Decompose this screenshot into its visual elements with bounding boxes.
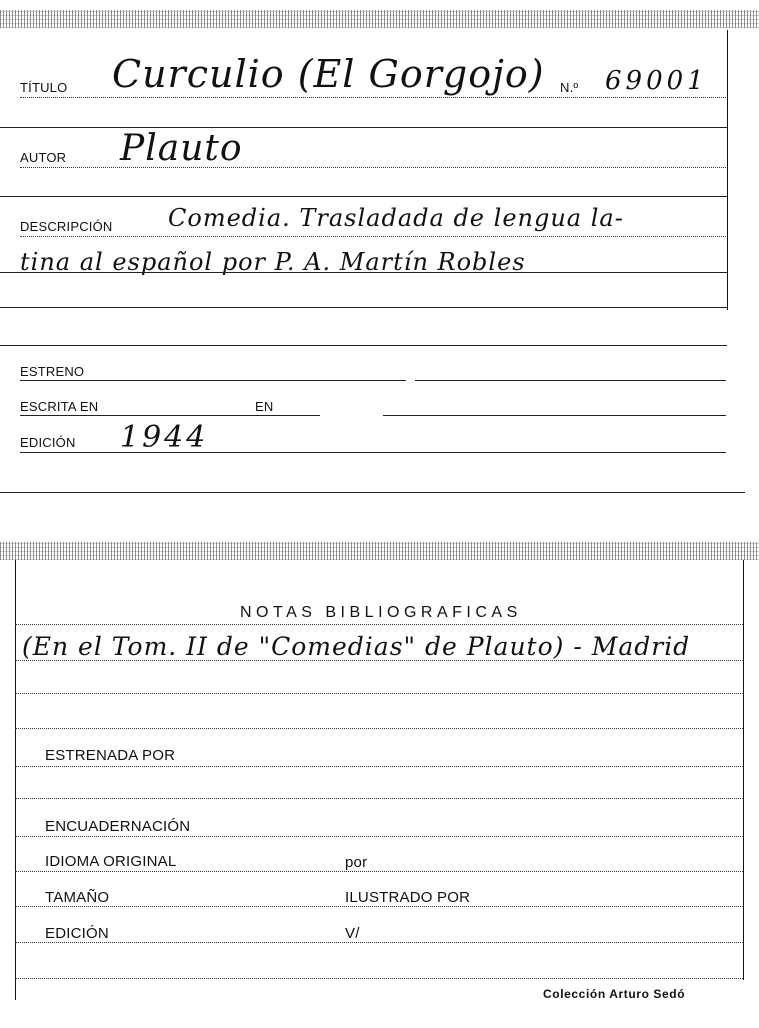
collection-footer: Colección Arturo Sedó xyxy=(543,987,686,1001)
notas-line xyxy=(15,660,743,661)
ilustrado-por-label: ILUSTRADO POR xyxy=(345,889,471,906)
titulo-label: TÍTULO xyxy=(20,80,68,95)
titulo-line xyxy=(20,97,726,98)
autor-line xyxy=(20,167,726,168)
estreno-line-2 xyxy=(415,380,726,381)
descripcion-label: DESCRIPCIÓN xyxy=(20,219,113,234)
numero-value: 69001 xyxy=(605,66,708,96)
escrita-en-label: ESCRITA EN xyxy=(20,399,99,414)
notas-heading: NOTAS BIBLIOGRAFICAS xyxy=(240,604,522,621)
rule xyxy=(0,345,727,346)
descripcion-line-2: tina al español por P. A. Martín Robles xyxy=(20,248,526,276)
blank-line xyxy=(15,798,743,799)
titulo-value: Curculio (El Gorgojo) xyxy=(112,52,545,96)
heading-line xyxy=(15,624,743,625)
notas-line xyxy=(15,693,743,694)
descripcion-line xyxy=(20,236,726,237)
notas-value: (En el Tom. II de "Comedias" de Plauto) - Madrid xyxy=(22,632,691,661)
encuadernacion-line xyxy=(15,836,743,837)
idioma-original-label: IDIOMA ORIGINAL xyxy=(45,853,177,870)
edicion-label: EDICIÓN xyxy=(20,435,76,450)
rule xyxy=(0,127,727,128)
tamano-line xyxy=(15,906,743,907)
idioma-line xyxy=(15,871,743,872)
autor-value: Plauto xyxy=(120,128,243,169)
edicion-value: 1944 xyxy=(120,420,209,455)
por-label: por xyxy=(345,854,368,871)
rule xyxy=(0,196,727,197)
blank-line xyxy=(15,978,743,979)
v-label: V/ xyxy=(345,925,360,942)
estrenada-line xyxy=(15,766,743,767)
catalog-card-bottom xyxy=(0,540,759,1028)
edicion-line xyxy=(20,452,726,453)
card-border-right xyxy=(743,560,744,980)
encuadernacion-label: ENCUADERNACIÓN xyxy=(45,818,191,835)
scan-noise-band xyxy=(0,10,759,28)
notas-line xyxy=(15,728,743,729)
escrita-line-2 xyxy=(383,415,726,416)
en-label: EN xyxy=(255,399,274,414)
card-border-left xyxy=(15,560,16,1000)
estreno-label: ESTRENO xyxy=(20,364,85,379)
autor-label: AUTOR xyxy=(20,150,67,165)
numero-label: N.º xyxy=(560,80,579,95)
tamano-label: TAMAÑO xyxy=(45,889,110,906)
scan-noise-band xyxy=(0,542,759,560)
estrenada-por-label: ESTRENADA POR xyxy=(45,747,176,764)
rule xyxy=(0,307,727,308)
edicion-line xyxy=(15,942,743,943)
estreno-line xyxy=(20,380,406,381)
catalog-card-top xyxy=(0,0,759,500)
descripcion-line-1: Comedia. Trasladada de lengua la- xyxy=(168,204,624,232)
escrita-line xyxy=(20,415,320,416)
edicion-label: EDICIÓN xyxy=(45,925,109,942)
card-border-right xyxy=(727,30,728,310)
rule xyxy=(0,272,727,273)
card-bottom-edge xyxy=(0,492,745,493)
